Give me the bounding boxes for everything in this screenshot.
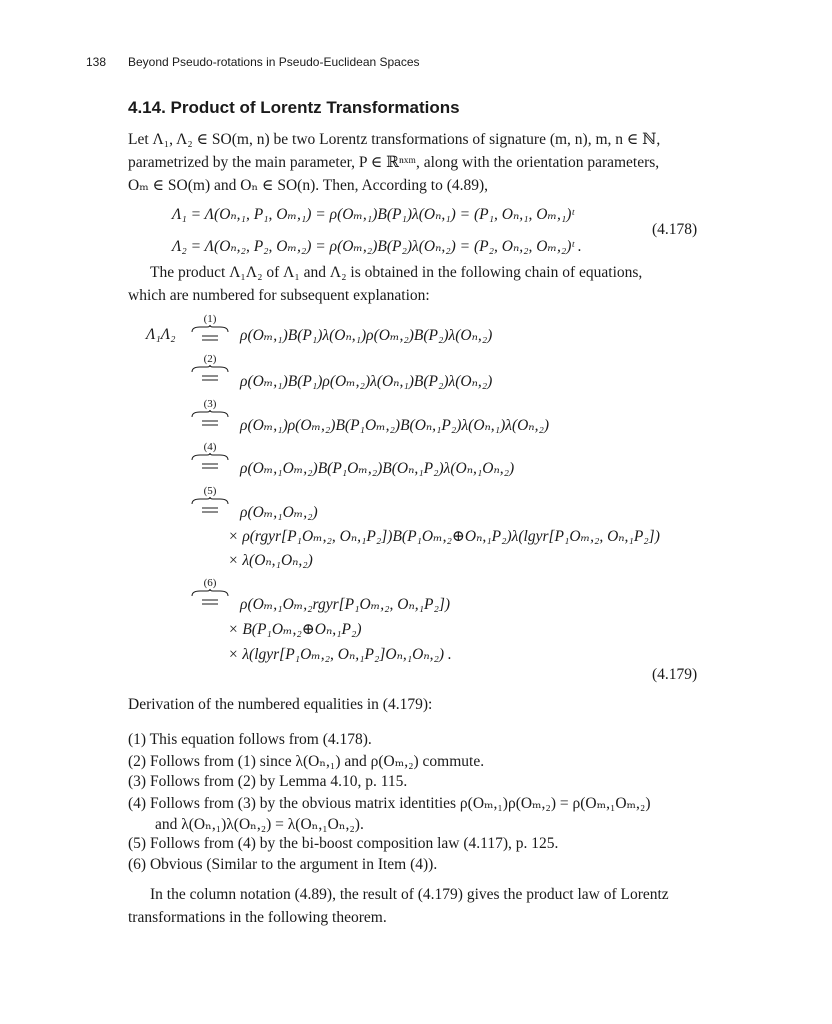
overbrace-equals-icon: [188, 365, 232, 387]
overbrace-equals-icon: [188, 325, 232, 347]
product-intro-line-2: which are numbered for subsequent explanation:: [128, 287, 430, 304]
chain-eq-5b: × ρ(rgyr[P₁Oₘ,₂, Oₙ,₁P₂])B(P₁Oₘ,₂⊕Oₙ,₁P₂)λ(lgyr[P₁Oₘ,₂, Oₙ,₁P₂]): [228, 528, 660, 545]
equality-label-5: (5): [203, 485, 217, 497]
equality-label-3: (3): [203, 398, 217, 410]
chain-eq-5a: ρ(Oₘ,₁Oₘ,₂): [240, 504, 318, 521]
equality-label-1: (1): [203, 313, 217, 325]
equality-step-4: [188, 441, 232, 475]
equality-step-1: [188, 313, 232, 347]
closing-line-2: transformations in the following theorem.: [128, 909, 387, 926]
chain-eq-6c: × λ(lgyr[P₁Oₘ,₂, Oₙ,₁P₂]Oₙ,₁Oₙ,₂) .: [228, 646, 452, 663]
overbrace-equals-icon: [188, 589, 232, 611]
equation-4178-line-2: Λ₂ = Λ(Oₙ,₂, P₂, Oₘ,₂) = ρ(Oₘ,₂)B(P₂)λ(Oₙ,₂) = (P₂, Oₙ,₂, Oₘ,₂)ᵗ .: [172, 238, 582, 255]
chain-eq-3: ρ(Oₘ,₁)ρ(Oₘ,₂)B(P₁Oₘ,₂)B(Oₙ,₁P₂)λ(Oₙ,₁)λ(Oₙ,₂): [240, 417, 550, 434]
equality-step-5: [188, 485, 232, 519]
equation-number-4178: (4.178): [652, 221, 698, 238]
chain-lhs: Λ₁Λ₂: [146, 326, 176, 343]
equation-number-4179: (4.179): [652, 666, 698, 683]
overbrace-equals-icon: [188, 410, 232, 432]
derivation-item-1: (1) This equation follows from (4.178).: [128, 731, 372, 748]
derivation-heading: Derivation of the numbered equalities in (4.179):: [128, 696, 433, 713]
chain-eq-6a: ρ(Oₘ,₁Oₘ,₂rgyr[P₁Oₘ,₂, Oₙ,₁P₂]): [240, 596, 451, 613]
intro-line-3: Oₘ ∈ SO(m) and Oₙ ∈ SO(n). Then, According to (4.89),: [128, 177, 489, 194]
derivation-item-4: (4) Follows from (3) by the obvious matrix identities ρ(Oₘ,₁)ρ(Oₘ,₂) = ρ(Oₘ,₁Oₘ,₂): [128, 795, 651, 812]
intro-line-2: parametrized by the main parameter, P ∈ ℝⁿˣᵐ, along with the orientation parameters,: [128, 154, 660, 171]
equality-step-2: [188, 353, 232, 387]
product-intro-line-1: The product Λ₁Λ₂ of Λ₁ and Λ₂ is obtained in the following chain of equations,: [150, 264, 643, 281]
derivation-item-2: (2) Follows from (1) since λ(Oₙ,₁) and ρ(Oₘ,₂) commute.: [128, 753, 485, 770]
chain-eq-2: ρ(Oₘ,₁)B(P₁)ρ(Oₘ,₂)λ(Oₙ,₁)B(P₂)λ(Oₙ,₂): [240, 373, 493, 390]
chain-eq-6b: × B(P₁Oₘ,₂⊕Oₙ,₁P₂): [228, 621, 362, 638]
equality-label-2: (2): [203, 353, 217, 365]
derivation-item-6: (6) Obvious (Similar to the argument in Item (4)).: [128, 856, 438, 873]
intro-line-1: Let Λ₁, Λ₂ ∈ SO(m, n) be two Lorentz transformations of signature (m, n), m, n ∈ ℕ,: [128, 131, 661, 148]
closing-line-1: In the column notation (4.89), the result of (4.179) gives the product law of Lorentz: [150, 886, 669, 903]
overbrace-equals-icon: [188, 497, 232, 519]
running-title: Beyond Pseudo-rotations in Pseudo-Euclidean Spaces: [128, 55, 420, 69]
chain-eq-1: ρ(Oₘ,₁)B(P₁)λ(Oₙ,₁)ρ(Oₘ,₂)B(P₂)λ(Oₙ,₂): [240, 327, 493, 344]
overbrace-equals-icon: [188, 453, 232, 475]
derivation-item-3: (3) Follows from (2) by Lemma 4.10, p. 115.: [128, 773, 408, 790]
page-number: 138: [86, 55, 107, 69]
equality-step-6: [188, 577, 232, 611]
derivation-item-4-cont: and λ(Oₙ,₁)λ(Oₙ,₂) = λ(Oₙ,₁Oₙ,₂).: [155, 816, 364, 833]
section-title: 4.14. Product of Lorentz Transformations: [128, 98, 460, 117]
equality-label-6: (6): [203, 577, 217, 589]
derivation-item-5: (5) Follows from (4) by the bi-boost composition law (4.117), p. 125.: [128, 835, 559, 852]
equality-label-4: (4): [203, 441, 217, 453]
equality-step-3: [188, 398, 232, 432]
chain-eq-5c: × λ(Oₙ,₁Oₙ,₂): [228, 552, 313, 569]
chain-eq-4: ρ(Oₘ,₁Oₘ,₂)B(P₁Oₘ,₂)B(Oₙ,₁P₂)λ(Oₙ,₁Oₙ,₂): [240, 460, 515, 477]
equation-4178-line-1: Λ₁ = Λ(Oₙ,₁, P₁, Oₘ,₁) = ρ(Oₘ,₁)B(P₁)λ(Oₙ,₁) = (P₁, Oₙ,₁, Oₘ,₁)ᵗ: [172, 206, 574, 223]
